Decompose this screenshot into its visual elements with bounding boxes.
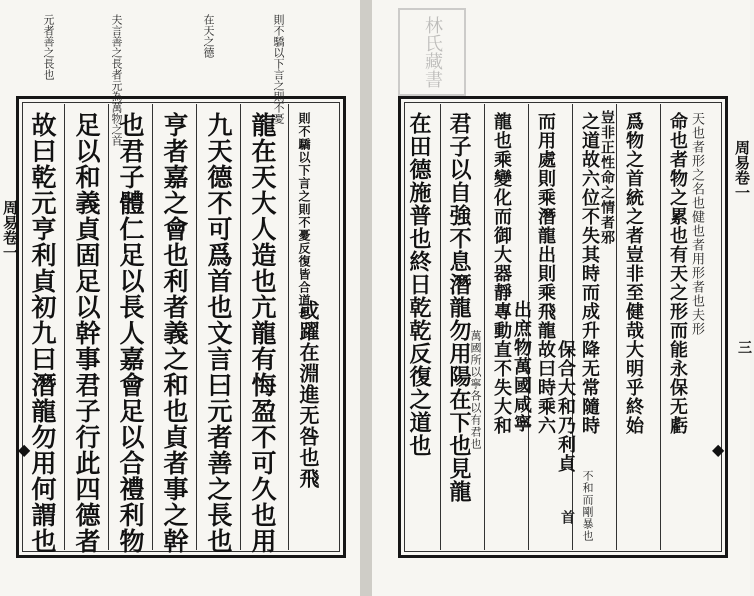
- text-column: 在田德施普也終日乾乾反復之道也: [406, 112, 432, 457]
- column-rule: [660, 104, 661, 550]
- spine-label: 周易卷一: [1, 200, 19, 260]
- text-column: 龍也乘變化而御大器靜專動直不失大和: [491, 112, 512, 435]
- text-column: 之道故六位不失其時而成升降无常隨時: [579, 112, 600, 435]
- column-rule: [196, 104, 197, 550]
- fishtail-ornament-icon: ◆: [712, 440, 725, 459]
- column-rule: [440, 104, 441, 550]
- column-rule: [240, 104, 241, 550]
- margin-note: 則不驕以下言之則不憂: [272, 14, 285, 124]
- text-column: 命也者物之累也有天之形而能永保无虧: [667, 112, 688, 435]
- annotation-column: 萬國所以寧各以有君也: [469, 330, 482, 450]
- annotation-column: 首: [559, 510, 575, 525]
- text-column: 豈非正性命之情者邪: [599, 110, 615, 245]
- margin-note: 在天之德: [202, 14, 215, 58]
- margin-note: 夫言善之長者元為萬物之首: [110, 14, 123, 146]
- annotation-column: 天也者形之名也健也者用形者也夫形: [689, 112, 704, 336]
- text-column: 龍在天大人造也亢龍有悔盈不可久也用: [248, 112, 277, 554]
- text-column: 君子以自強不息潛龍勿用陽在下也見龍: [446, 112, 472, 503]
- text-column: 則不驕以下言之則不憂反復皆合道也: [297, 112, 311, 320]
- collector-seal: 林氏藏書: [398, 8, 466, 96]
- text-column: 保合大和乃利貞: [555, 340, 576, 473]
- column-rule: [64, 104, 65, 550]
- text-column: 而用處則乘潛龍出則乘飛龍故曰時乘六: [535, 112, 556, 435]
- spine-label: 周易卷一: [733, 140, 751, 200]
- column-rule: [108, 104, 109, 550]
- text-column: 出庶物萬國咸寧: [511, 300, 532, 433]
- text-column: 爲物之首統之者豈非至健哉大明乎終始: [623, 112, 644, 435]
- text-column: 足以和義貞固足以幹事君子行此四德者: [72, 112, 101, 554]
- column-rule: [484, 104, 485, 550]
- annotation-column: 不和而剛暴也: [581, 470, 594, 542]
- text-column: 或躍在淵進无咎也飛: [296, 300, 320, 489]
- text-column: 亨者嘉之會也利者義之和也貞者事之幹: [160, 112, 189, 554]
- column-rule: [616, 104, 617, 550]
- fishtail-ornament-icon: ◆: [18, 440, 31, 459]
- folio-number: 三: [736, 340, 752, 354]
- book-gutter: [360, 0, 372, 596]
- text-column: 故曰乾元亨利貞初九曰潛龍勿用何謂也: [28, 112, 57, 554]
- margin-note: 元者善之長也: [42, 14, 55, 80]
- text-column: 也君子體仁足以長人嘉會足以合禮利物: [116, 112, 145, 554]
- text-column: 九天德不可爲首也文言曰元者善之長也: [204, 112, 233, 554]
- column-rule: [572, 104, 573, 550]
- column-rule: [288, 104, 289, 550]
- column-rule: [152, 104, 153, 550]
